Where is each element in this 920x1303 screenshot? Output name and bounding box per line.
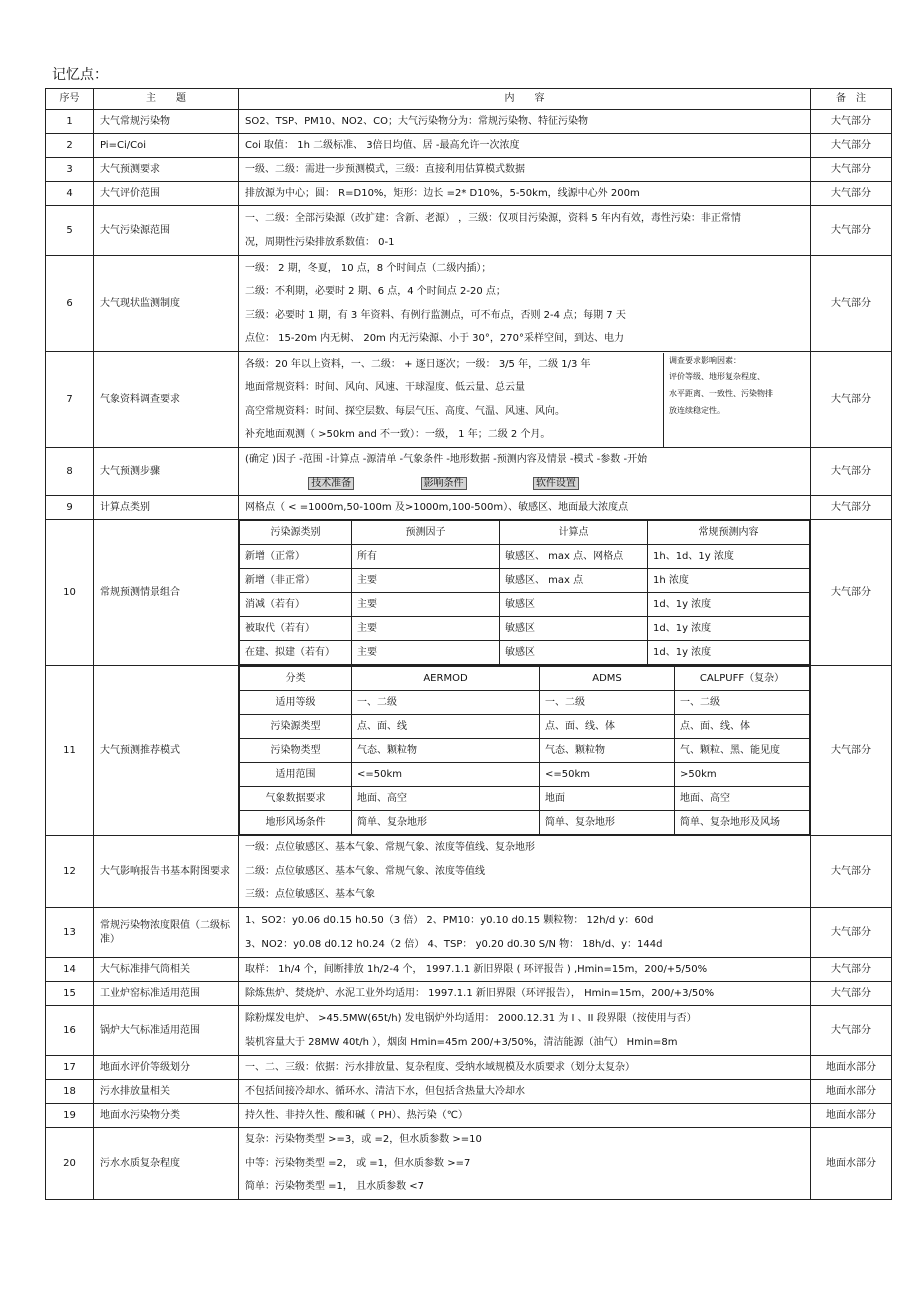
- inner-row: [240, 811, 810, 835]
- row-no: 12: [46, 836, 94, 908]
- content-line: 点位： 15-20m 内无树、 20m 内无污染源、小于 30°，270°采样空间，到达、电力: [245, 333, 624, 344]
- table-row: [46, 352, 892, 448]
- inner-cell: ADMS: [540, 667, 675, 691]
- inner-cell: 1d、1y 浓度: [648, 641, 810, 665]
- inner-row: [240, 569, 810, 593]
- row-note: 大气部分: [811, 158, 892, 182]
- table-row: [46, 836, 892, 908]
- row-note: 大气部分: [811, 352, 892, 448]
- inner-cell: 常规预测内容: [648, 521, 810, 545]
- row-no: 10: [46, 520, 94, 666]
- inner-row: [240, 763, 810, 787]
- row-topic: 大气现状监测制度: [94, 256, 239, 352]
- content-line: 补充地面观测（ >50km and 不一致）：一级， 1 年；二级 2 个月。: [245, 429, 551, 440]
- inner-cell: <=50km: [352, 763, 540, 787]
- table-row: [46, 908, 892, 958]
- inner-cell: 分类: [240, 667, 352, 691]
- content-line: 三级：必要时 1 期，有 3 年资料、有例行监测点，可不布点，否则 2-4 点；每期 7 天: [245, 309, 626, 321]
- row-topic: 大气预测推荐模式: [94, 666, 239, 836]
- inner-cell: 敏感区: [500, 641, 648, 665]
- inner-cell: 简单、复杂地形及风场: [675, 811, 810, 835]
- row-topic: 大气影响报告书基本附图要求: [94, 836, 239, 908]
- content-line: 各级：20 年以上资料，一、二级： + 逐日逐次；一级： 3/5 年，二级 1/3 年: [245, 358, 591, 370]
- inner-cell: 简单、复杂地形: [352, 811, 540, 835]
- row-note: 大气部分: [811, 182, 892, 206]
- side-note: [663, 353, 804, 447]
- content-line: 地面常规资料：时间、风向、风速、干球湿度、低云量、总云量: [245, 382, 525, 393]
- row-no: 15: [46, 982, 94, 1006]
- row-note: 大气部分: [811, 496, 892, 520]
- inner-cell: 污染物类型: [240, 739, 352, 763]
- row-no: 8: [46, 448, 94, 496]
- content-line: 复杂：污染物类型 >=3，或 =2，但水质参数 >=10: [245, 1134, 482, 1146]
- content-line: 一、二级：全部污染源（改扩建：含新、老源） ，三级：仅项目污染源，资料 5 年内有效，毒性污染：非正常情: [245, 213, 741, 224]
- content-line: 排放源为中心；圆： R=D10%，矩形：边长 =2* D10%，5-50km，线源中心外 200m: [245, 187, 640, 199]
- row-no: 18: [46, 1080, 94, 1104]
- inner-cell: 敏感区: [500, 617, 648, 641]
- row-content: [239, 110, 811, 134]
- inner-cell: 新增（非正常）: [240, 569, 352, 593]
- content-line: 二级：不利期，必要时 2 期、6 点，4 个时间点 2-20 点；: [245, 286, 506, 297]
- sub-labels: [245, 472, 804, 496]
- row-note: 大气部分: [811, 1006, 892, 1056]
- row-content: [239, 1080, 811, 1104]
- side-line: 放连续稳定性。: [669, 405, 725, 415]
- inner-cell: 点、面、线、体: [675, 715, 810, 739]
- table-row: [46, 206, 892, 256]
- content-line: 简单：污染物类型 =1， 且水质参数 <7: [245, 1181, 425, 1193]
- row-note: 大气部分: [811, 110, 892, 134]
- inner-cell: 敏感区: [500, 593, 648, 617]
- row-note: 地面水部分: [811, 1056, 892, 1080]
- table-row: [46, 496, 892, 520]
- row-topic: 工业炉窑标准适用范围: [94, 982, 239, 1006]
- table-row: [46, 134, 892, 158]
- inner-cell: 气态、颗粒物: [352, 739, 540, 763]
- content-line: 三级：点位敏感区、基本气象: [245, 889, 375, 901]
- inner-row: [240, 545, 810, 569]
- content-line: Coi 取值： 1h 二级标准、 3倍日均值、居 -最高允许一次浓度: [245, 139, 520, 151]
- row-topic: 锅炉大气标准适用范围: [94, 1006, 239, 1056]
- content-line: 高空常规资料：时间、探空层数、每层气压、高度、气温、风速、风向。: [245, 405, 565, 417]
- model-table: [239, 666, 810, 835]
- inner-cell: 气、颗粒、黑、能见度: [675, 739, 810, 763]
- inner-header: [240, 667, 810, 691]
- row-topic: 地面水评价等级划分: [94, 1056, 239, 1080]
- row-no: 1: [46, 110, 94, 134]
- inner-cell: 地面、高空: [675, 787, 810, 811]
- memory-points-table: [45, 88, 892, 1200]
- row-no: 6: [46, 256, 94, 352]
- row-content: [239, 1128, 811, 1200]
- row-no: 20: [46, 1128, 94, 1200]
- row-topic: 常规污染物浓度限值（二级标准）: [94, 908, 239, 958]
- row-content: [239, 182, 811, 206]
- row-note: 地面水部分: [811, 1104, 892, 1128]
- row-topic: 大气预测要求: [94, 158, 239, 182]
- inner-cell: 预测因子: [352, 521, 500, 545]
- inner-cell: 适用范围: [240, 763, 352, 787]
- content-line: 3、NO2：y0.08 d0.12 h0.24（2 倍） 4、TSP： y0.20 d0.30 S/N 物： 18h/d、y：144d: [245, 938, 663, 950]
- row-content: [239, 982, 811, 1006]
- inner-cell: 被取代（若有）: [240, 617, 352, 641]
- row-topic: 大气评价范围: [94, 182, 239, 206]
- content-line: 1、SO2：y0.06 d0.15 h0.50（3 倍） 2、PM10：y0.10 d0.15 颗粒物： 12h/d y：60d: [245, 915, 654, 926]
- row-topic: Pi=Ci/Coi: [94, 134, 239, 158]
- inner-cell: AERMOD: [352, 667, 540, 691]
- content-line: 装机容量大于 28MW 40t/h ），烟囱 Hmin=45m 200/+3/50%，清洁能源（油气） Hmin=8m: [245, 1036, 678, 1048]
- row-note: 大气部分: [811, 958, 892, 982]
- inner-cell: 点、面、线: [352, 715, 540, 739]
- row-topic: 气象资料调查要求: [94, 352, 239, 448]
- inner-cell: 主要: [352, 617, 500, 641]
- table-row: [46, 1104, 892, 1128]
- inner-cell: 1d、1y 浓度: [648, 593, 810, 617]
- inner-cell: 计算点: [500, 521, 648, 545]
- row-content: [239, 206, 811, 256]
- header-row: [46, 89, 892, 110]
- inner-row: [240, 641, 810, 665]
- table-row: [46, 666, 892, 836]
- table-row: [46, 182, 892, 206]
- inner-cell: 1h、1d、1y 浓度: [648, 545, 810, 569]
- scenario-table: [239, 520, 810, 665]
- row-no: 13: [46, 908, 94, 958]
- row-note: 大气部分: [811, 982, 892, 1006]
- row-topic: 大气标准排气筒相关: [94, 958, 239, 982]
- inner-cell: CALPUFF（复杂）: [675, 667, 810, 691]
- table-row: [46, 110, 892, 134]
- inner-cell: 气象数据要求: [240, 787, 352, 811]
- inner-cell: 消减（若有）: [240, 593, 352, 617]
- table-row: [46, 158, 892, 182]
- inner-cell: 1d、1y 浓度: [648, 617, 810, 641]
- inner-cell: 新增（正常）: [240, 545, 352, 569]
- content-line: 二级：点位敏感区、基本气象、常规气象、浓度等值线: [245, 865, 485, 877]
- row-no: 16: [46, 1006, 94, 1056]
- row-topic: 大气预测步骤: [94, 448, 239, 496]
- row-content: [239, 1056, 811, 1080]
- content-line: 除粉煤发电炉、 >45.5MW(65t/h) 发电锅炉外均适用： 2000.12.31 为 I 、II 段界限（按使用与否）: [245, 1013, 697, 1024]
- row-content: [239, 496, 811, 520]
- inner-row: [240, 691, 810, 715]
- inner-row: [240, 739, 810, 763]
- inner-cell: 一、二级: [352, 691, 540, 715]
- table-row: [46, 520, 892, 666]
- row-note: 大气部分: [811, 908, 892, 958]
- inner-cell: 地面、高空: [352, 787, 540, 811]
- row-content: [239, 908, 811, 958]
- content-line: 网格点（ < =1000m,50-100m 及>1000m,100-500m）、敏感区、地面最大浓度点: [245, 501, 629, 513]
- inner-cell: 地面: [540, 787, 675, 811]
- inner-row: [240, 787, 810, 811]
- inner-row: [240, 593, 810, 617]
- row-note: 大气部分: [811, 666, 892, 836]
- row-content: [239, 520, 811, 666]
- table-row: [46, 1080, 892, 1104]
- row-no: 4: [46, 182, 94, 206]
- inner-cell: 敏感区、 max 点、网格点: [500, 545, 648, 569]
- inner-header: [240, 521, 810, 545]
- inner-cell: 地形风场条件: [240, 811, 352, 835]
- row-no: 17: [46, 1056, 94, 1080]
- inner-row: [240, 715, 810, 739]
- row-no: 14: [46, 958, 94, 982]
- inner-cell: 主要: [352, 593, 500, 617]
- row-topic: 地面水污染物分类: [94, 1104, 239, 1128]
- row-no: 3: [46, 158, 94, 182]
- inner-cell: <=50km: [540, 763, 675, 787]
- row-note: 大气部分: [811, 134, 892, 158]
- table-row: [46, 1128, 892, 1200]
- row-no: 9: [46, 496, 94, 520]
- row-topic: 大气污染源范围: [94, 206, 239, 256]
- row-no: 2: [46, 134, 94, 158]
- page-title: 记忆点：: [52, 67, 108, 83]
- content-line: 中等：污染物类型 =2， 或 =1，但水质参数 >=7: [245, 1157, 471, 1169]
- content-line: SO2、TSP、PM10、NO2、CO；大气污染物分为：常规污染物、特征污染物: [245, 115, 589, 127]
- side-line: 水平距离、一致性、污染物排: [669, 389, 773, 399]
- inner-row: [240, 617, 810, 641]
- inner-cell: 一、二级: [540, 691, 675, 715]
- content-line: 一级： 2 期，冬夏， 10 点，8 个时间点（二级内插）；: [245, 262, 492, 274]
- header-note: 备 注: [811, 89, 892, 110]
- row-note: 大气部分: [811, 206, 892, 256]
- content-line: 况，周期性污染排放系数值： 0-1: [245, 236, 395, 248]
- inner-cell: 污染源类别: [240, 521, 352, 545]
- content-line: 不包括间接冷却水、循环水、清洁下水，但包括含热量大冷却水: [245, 1085, 525, 1097]
- row-no: 7: [46, 352, 94, 448]
- row-content: [239, 158, 811, 182]
- inner-cell: 简单、复杂地形: [540, 811, 675, 835]
- content-line: 一、二、三级：依据：污水排放量、复杂程度、受纳水域规模及水质要求（划分太复杂）: [245, 1061, 635, 1073]
- sub-label: 影响条件: [421, 477, 467, 490]
- row-content: [239, 352, 811, 448]
- table-row: [46, 1056, 892, 1080]
- inner-cell: 气态、颗粒物: [540, 739, 675, 763]
- inner-cell: 一、二级: [675, 691, 810, 715]
- inner-cell: 污染源类型: [240, 715, 352, 739]
- inner-cell: 所有: [352, 545, 500, 569]
- table-row: [46, 958, 892, 982]
- row-note: 大气部分: [811, 256, 892, 352]
- row-note: 地面水部分: [811, 1128, 892, 1200]
- inner-cell: >50km: [675, 763, 810, 787]
- row-content: [239, 448, 811, 496]
- inner-cell: 1h 浓度: [648, 569, 810, 593]
- content-line: 取样： 1h/4 个，间断排放 1h/2-4 个， 1997.1.1 新旧界限 ( 环评报告 ) ,Hmin=15m，200/+5/50%: [245, 963, 708, 975]
- row-content: [239, 134, 811, 158]
- table-row: [46, 256, 892, 352]
- row-no: 5: [46, 206, 94, 256]
- row-content: [239, 1006, 811, 1056]
- inner-cell: 主要: [352, 641, 500, 665]
- content-line: (确定 )因子 -范围 -计算点 -源清单 -气象条件 -地形数据 -预测内容及情景 -模式 -参数 -开始: [245, 454, 648, 465]
- table-row: [46, 982, 892, 1006]
- row-topic: 污水排放量相关: [94, 1080, 239, 1104]
- row-topic: 大气常规污染物: [94, 110, 239, 134]
- row-topic: 污水水质复杂程度: [94, 1128, 239, 1200]
- inner-cell: 在建、拟建（若有）: [240, 641, 352, 665]
- row-note: 大气部分: [811, 448, 892, 496]
- row-note: 大气部分: [811, 836, 892, 908]
- sub-label: 技术准备: [308, 477, 354, 490]
- content-line: 除炼焦炉、焚烧炉、水泥工业外均适用： 1997.1.1 新旧界限（环评报告）， Hmin=15m，200/+3/50%: [245, 987, 715, 999]
- row-topic: 计算点类别: [94, 496, 239, 520]
- row-topic: 常规预测情景组合: [94, 520, 239, 666]
- row-no: 19: [46, 1104, 94, 1128]
- header-topic: 主 题: [94, 89, 239, 110]
- inner-cell: 敏感区、 max 点: [500, 569, 648, 593]
- row-content: [239, 256, 811, 352]
- header-content: 内 容: [239, 89, 811, 110]
- inner-cell: 适用等级: [240, 691, 352, 715]
- side-line: 评价等级、地形复杂程度、: [669, 372, 765, 382]
- sub-label: 软件设置: [533, 477, 579, 490]
- row-content: [239, 666, 811, 836]
- content-line: 持久性、非持久性、酸和碱（ PH）、热污染（℃）: [245, 1109, 468, 1121]
- content-line: 一级、二级：需进一步预测模式，三级：直接利用估算模式数据: [245, 163, 525, 175]
- inner-cell: 主要: [352, 569, 500, 593]
- table-row: [46, 448, 892, 496]
- row-no: 11: [46, 666, 94, 836]
- content-line: 一级：点位敏感区、基本气象、常规气象、浓度等值线、复杂地形: [245, 842, 535, 854]
- row-content: [239, 958, 811, 982]
- table-row: [46, 1006, 892, 1056]
- row-note: 地面水部分: [811, 1080, 892, 1104]
- row-note: 大气部分: [811, 520, 892, 666]
- header-no: 序号: [46, 89, 94, 110]
- row-content: [239, 836, 811, 908]
- side-line: 调查要求影响因素：: [669, 355, 741, 365]
- row-content: [239, 1104, 811, 1128]
- inner-cell: 点、面、线、体: [540, 715, 675, 739]
